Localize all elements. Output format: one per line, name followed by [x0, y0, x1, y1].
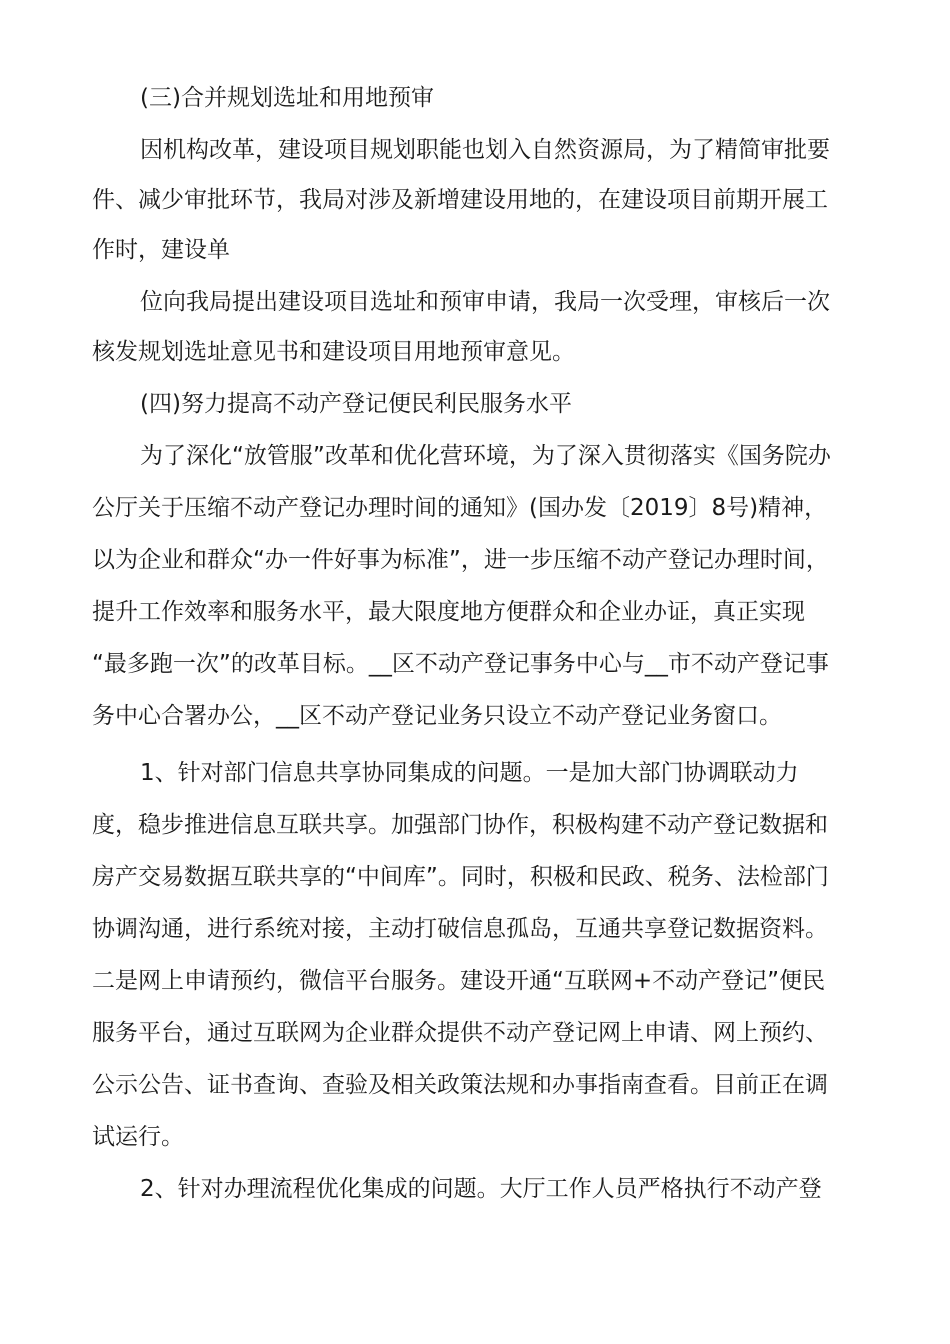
paragraph-line: 位向我局提出建设项目选址和预审申请，我局一次受理，审核后一次: [140, 289, 830, 315]
paragraph-line: 为了深化“放管服”改革和优化营环境，为了深入贯彻落实《国务院办: [140, 443, 831, 469]
paragraph-line: “最多跑一次”的改革目标。__区不动产登记事务中心与__市不动产登记事: [92, 651, 829, 677]
paragraph-line: 公厅关于压缩不动产登记办理时间的通知》(国办发〔2019〕8号)精神，: [92, 495, 828, 521]
paragraph-line: 作时，建设单: [92, 237, 230, 263]
heading-real-estate-registration-service: (四)努力提高不动产登记便民利民服务水平: [140, 391, 572, 417]
paragraph-line: 房产交易数据互联共享的“中间库”。同时，积极和民政、税务、法检部门: [92, 864, 829, 890]
paragraph-line: 核发规划选址意见书和建设项目用地预审意见。: [92, 339, 575, 365]
paragraph-line: 试运行。: [92, 1124, 184, 1150]
paragraph-line: 提升工作效率和服务水平，最大限度地方便群众和企业办证，真正实现: [92, 599, 805, 625]
paragraph-line: 2、针对办理流程优化集成的问题。大厅工作人员严格执行不动产登: [140, 1176, 822, 1202]
heading-merge-planning-site-selection: (三)合并规划选址和用地预审: [140, 85, 434, 111]
paragraph-line: 度，稳步推进信息互联共享。加强部门协作，积极构建不动产登记数据和: [92, 812, 828, 838]
paragraph-line: 协调沟通，进行系统对接，主动打破信息孤岛，互通共享登记数据资料。: [92, 916, 828, 942]
paragraph-line: 务中心合署办公，__区不动产登记业务只设立不动产登记业务窗口。: [92, 703, 782, 729]
paragraph-line: 公示公告、证书查询、查验及相关政策法规和办事指南查看。目前正在调: [92, 1072, 828, 1098]
paragraph-line: 因机构改革，建设项目规划职能也划入自然资源局，为了精简审批要: [140, 137, 830, 163]
paragraph-line: 以为企业和群众“办一件好事为标准”，进一步压缩不动产登记办理时间，: [92, 547, 829, 573]
paragraph-line: 二是网上申请预约，微信平台服务。建设开通“互联网+不动产登记”便民: [92, 968, 826, 994]
paragraph-line: 服务平台，通过互联网为企业群众提供不动产登记网上申请、网上预约、: [92, 1020, 828, 1046]
paragraph-line: 件、减少审批环节，我局对涉及新增建设用地的，在建设项目前期开展工: [92, 187, 828, 213]
paragraph-line: 1、针对部门信息共享协同集成的问题。一是加大部门协调联动力: [140, 760, 799, 786]
